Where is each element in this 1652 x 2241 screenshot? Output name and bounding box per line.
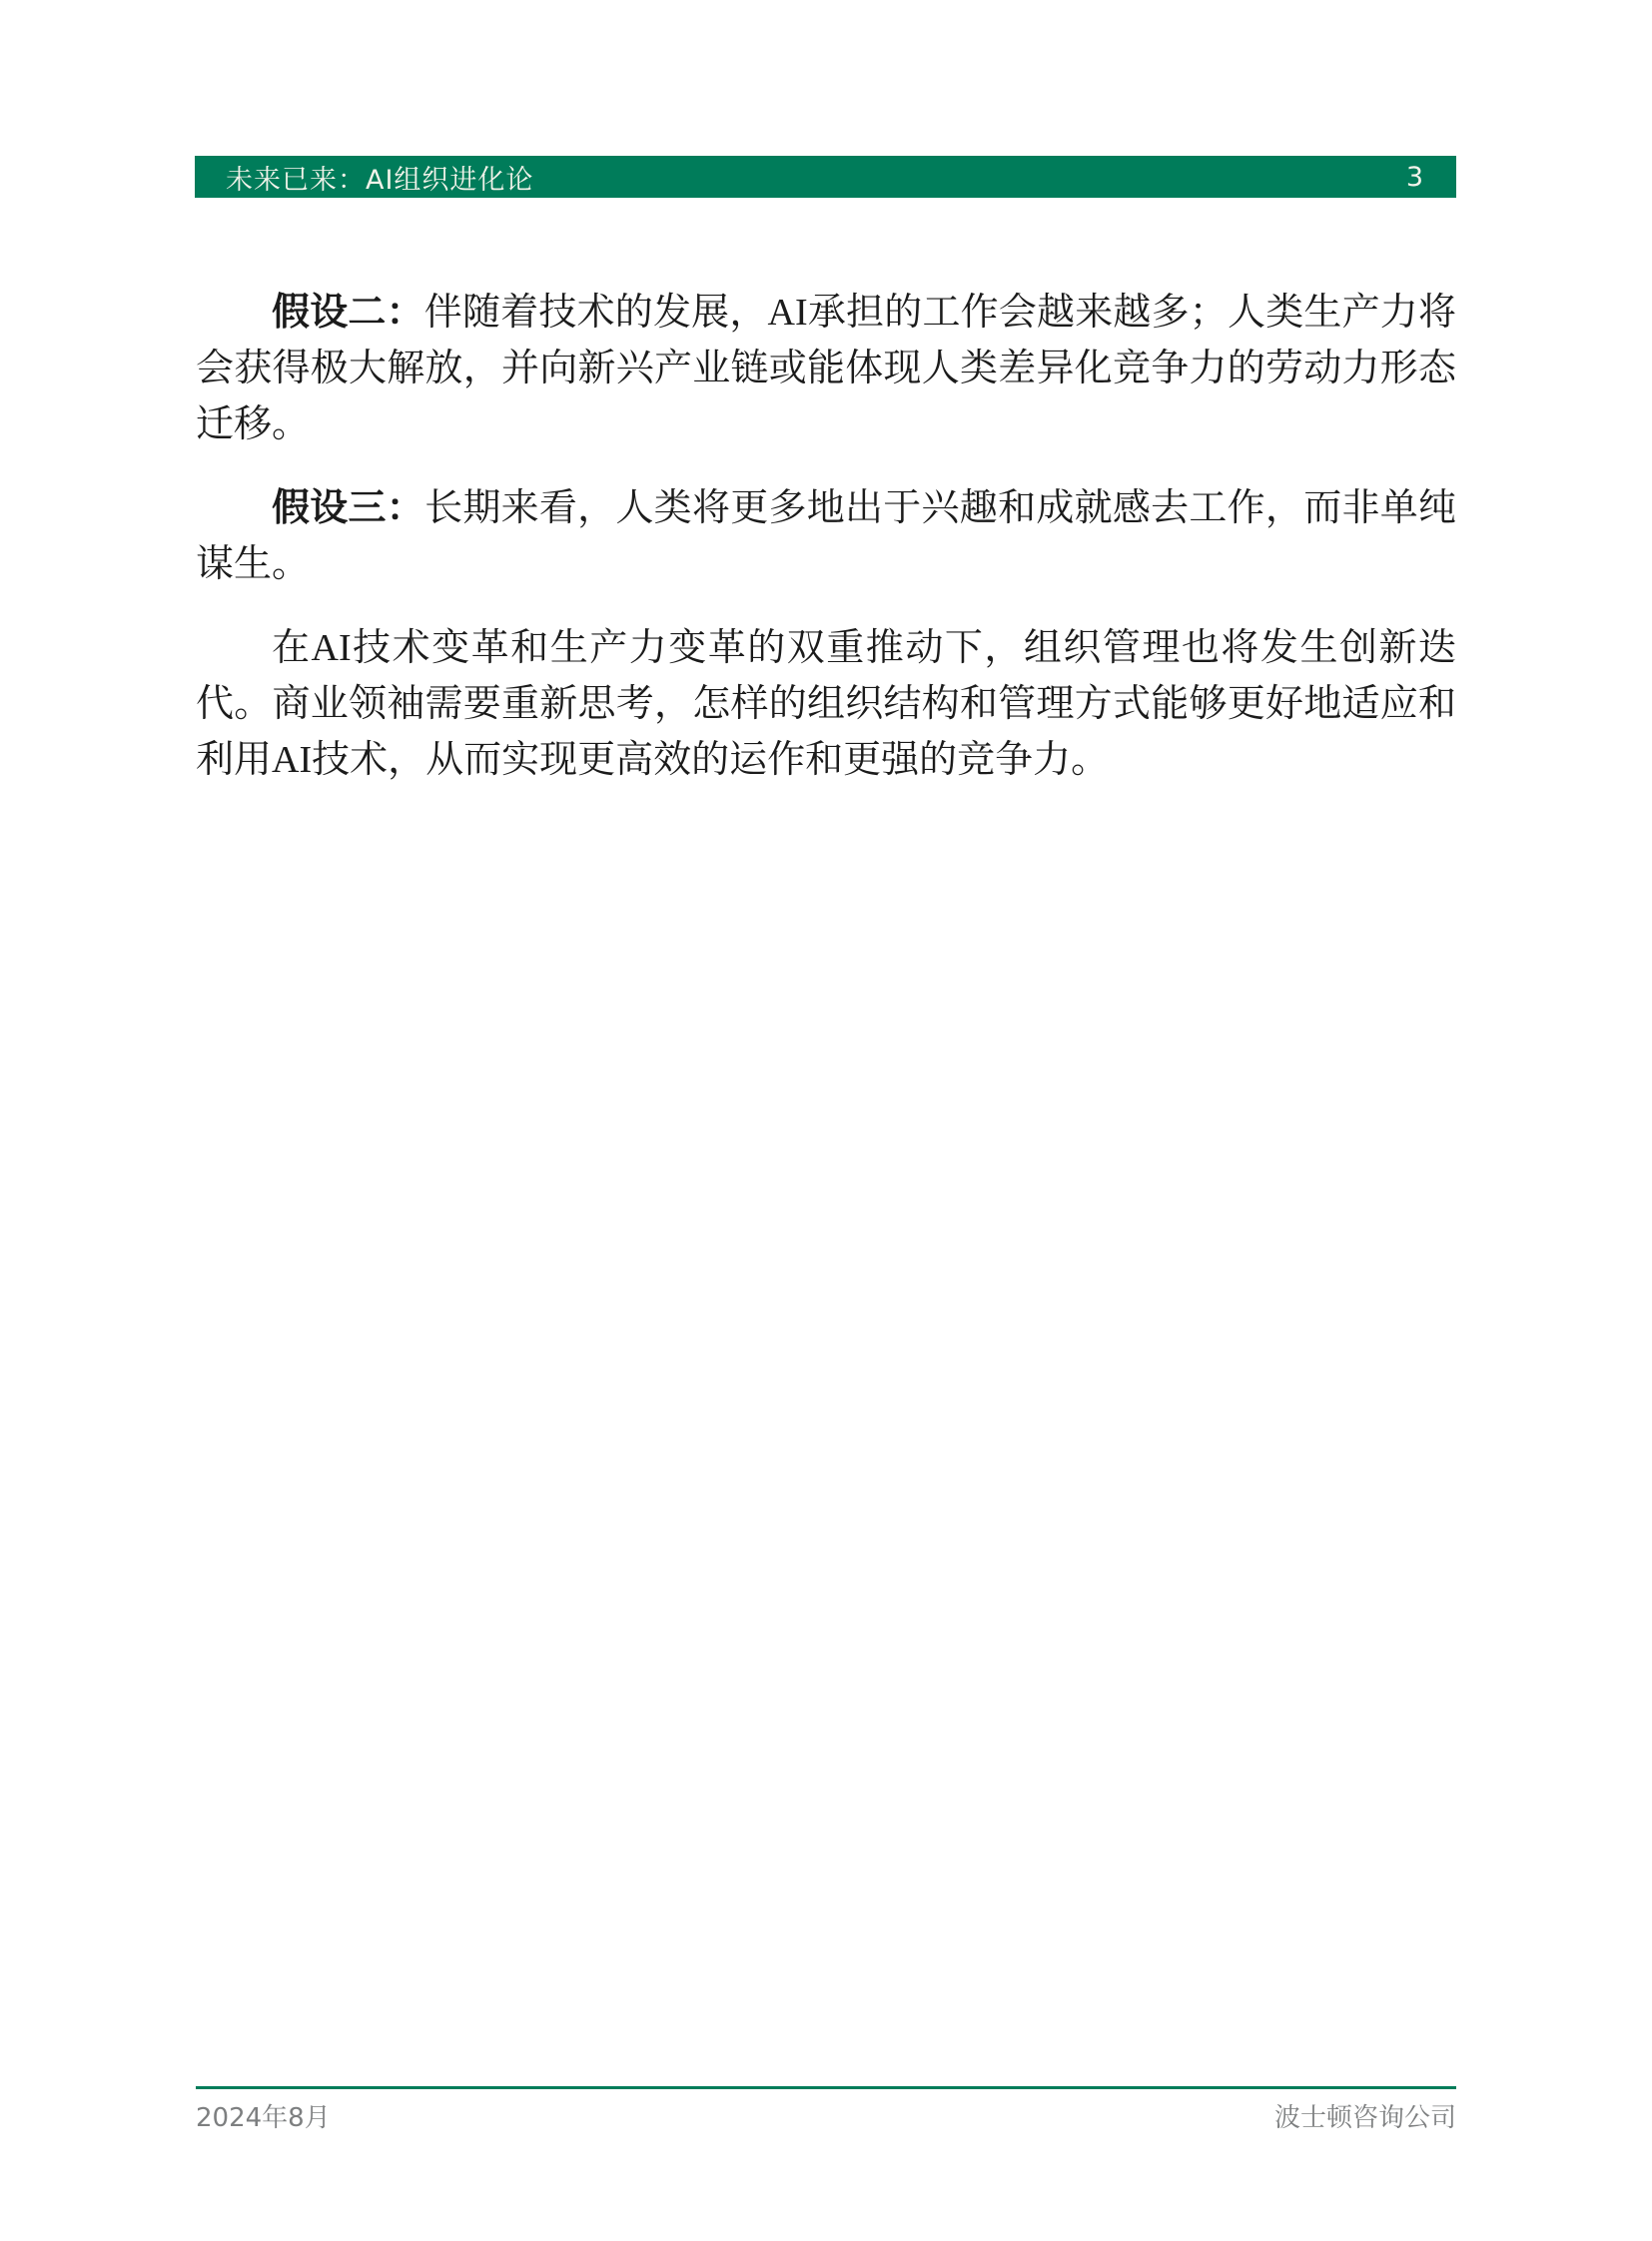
header-bar xyxy=(195,156,1456,198)
paragraph-hypothesis-2 xyxy=(196,285,1456,452)
footer-date: 2024年8月 xyxy=(196,2103,331,2133)
footer xyxy=(196,2097,1456,2134)
paragraph-hypothesis-3 xyxy=(196,480,1456,592)
footer-rule xyxy=(196,2086,1456,2089)
paragraph-text: 长期来看，人类将更多地出于兴趣和成就感去工作，而非单纯谋生。 xyxy=(196,487,1456,585)
page-number: 3 xyxy=(1405,161,1423,193)
paragraph-closing xyxy=(196,620,1456,788)
paragraph-text: 在AI技术变革和生产力变革的双重推动下，组织管理也将发生创新迭代。商业领袖需要重新思考，怎样的组织结构和管理方式能够更好地适应和利用AI技术，从而实现更高效的运作和更强的竞争力。 xyxy=(196,627,1456,781)
document-body xyxy=(196,285,1456,816)
header-title: 未来已来：AI组织进化论 xyxy=(226,164,534,196)
footer-company: 波士顿咨询公司 xyxy=(1273,2103,1456,2133)
paragraph-lead: 假设三： xyxy=(272,487,425,529)
paragraph-text: 伴随着技术的发展，AI承担的工作会越来越多；人类生产力将会获得极大解放，并向新兴产业链或能体现人类差异化竞争力的劳动力形态迁移。 xyxy=(196,292,1456,445)
paragraph-lead: 假设二： xyxy=(272,292,424,334)
